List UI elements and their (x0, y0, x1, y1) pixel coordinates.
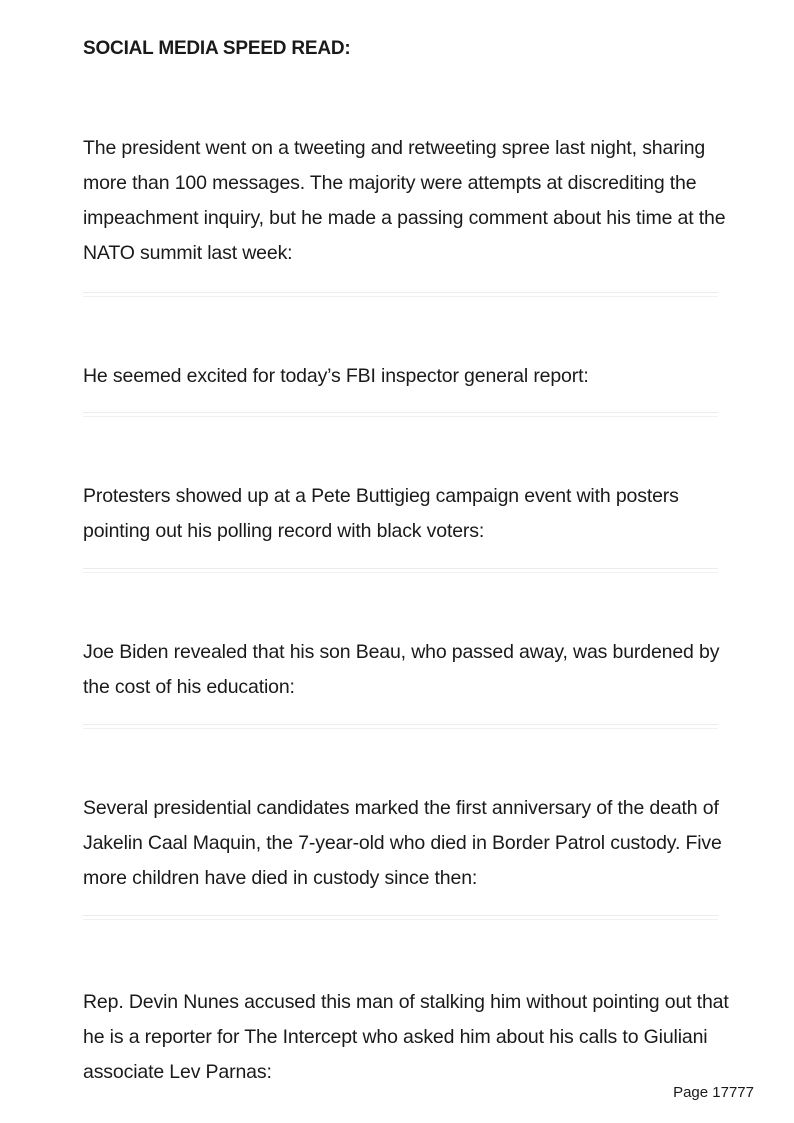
paragraph-fbi-report: He seemed excited for today’s FBI inspector general report: (83, 365, 589, 387)
embedded-tweet-divider (83, 724, 718, 729)
paragraph-trump-tweets: The president went on a tweeting and retweeting spree last night, sharing more than 100 messages. The majority were attempts at discrediting the impeachment inquiry, but he made a passing comment about his time at the NATO summit last week: (83, 137, 726, 264)
section-heading: SOCIAL MEDIA SPEED READ: (83, 38, 351, 59)
paragraph-biden-son: Joe Biden revealed that his son Beau, who passed away, was burdened by the cost of his education: (83, 641, 720, 698)
embedded-tweet-divider (83, 412, 718, 417)
embedded-tweet-divider (83, 915, 718, 920)
paragraph-nunes-reporter: Rep. Devin Nunes accused this man of stalking him without pointing out that he is a reporter for The Intercept who asked him about his calls to Giuliani associate Lev Parnas: (83, 991, 729, 1083)
page-number: Page 17777 (673, 1084, 754, 1101)
paragraph-jakelin-anniversary: Several presidential candidates marked the first anniversary of the death of Jakelin Caal Maquin, the 7-year-old who died in Border Patrol custody. Five more children have died in custody since then: (83, 797, 722, 889)
embedded-tweet-divider (83, 292, 718, 297)
paragraph-buttigieg-protest: Protesters showed up at a Pete Buttigieg campaign event with posters pointing out his polling record with black voters: (83, 485, 679, 542)
embedded-tweet-divider (83, 568, 718, 573)
